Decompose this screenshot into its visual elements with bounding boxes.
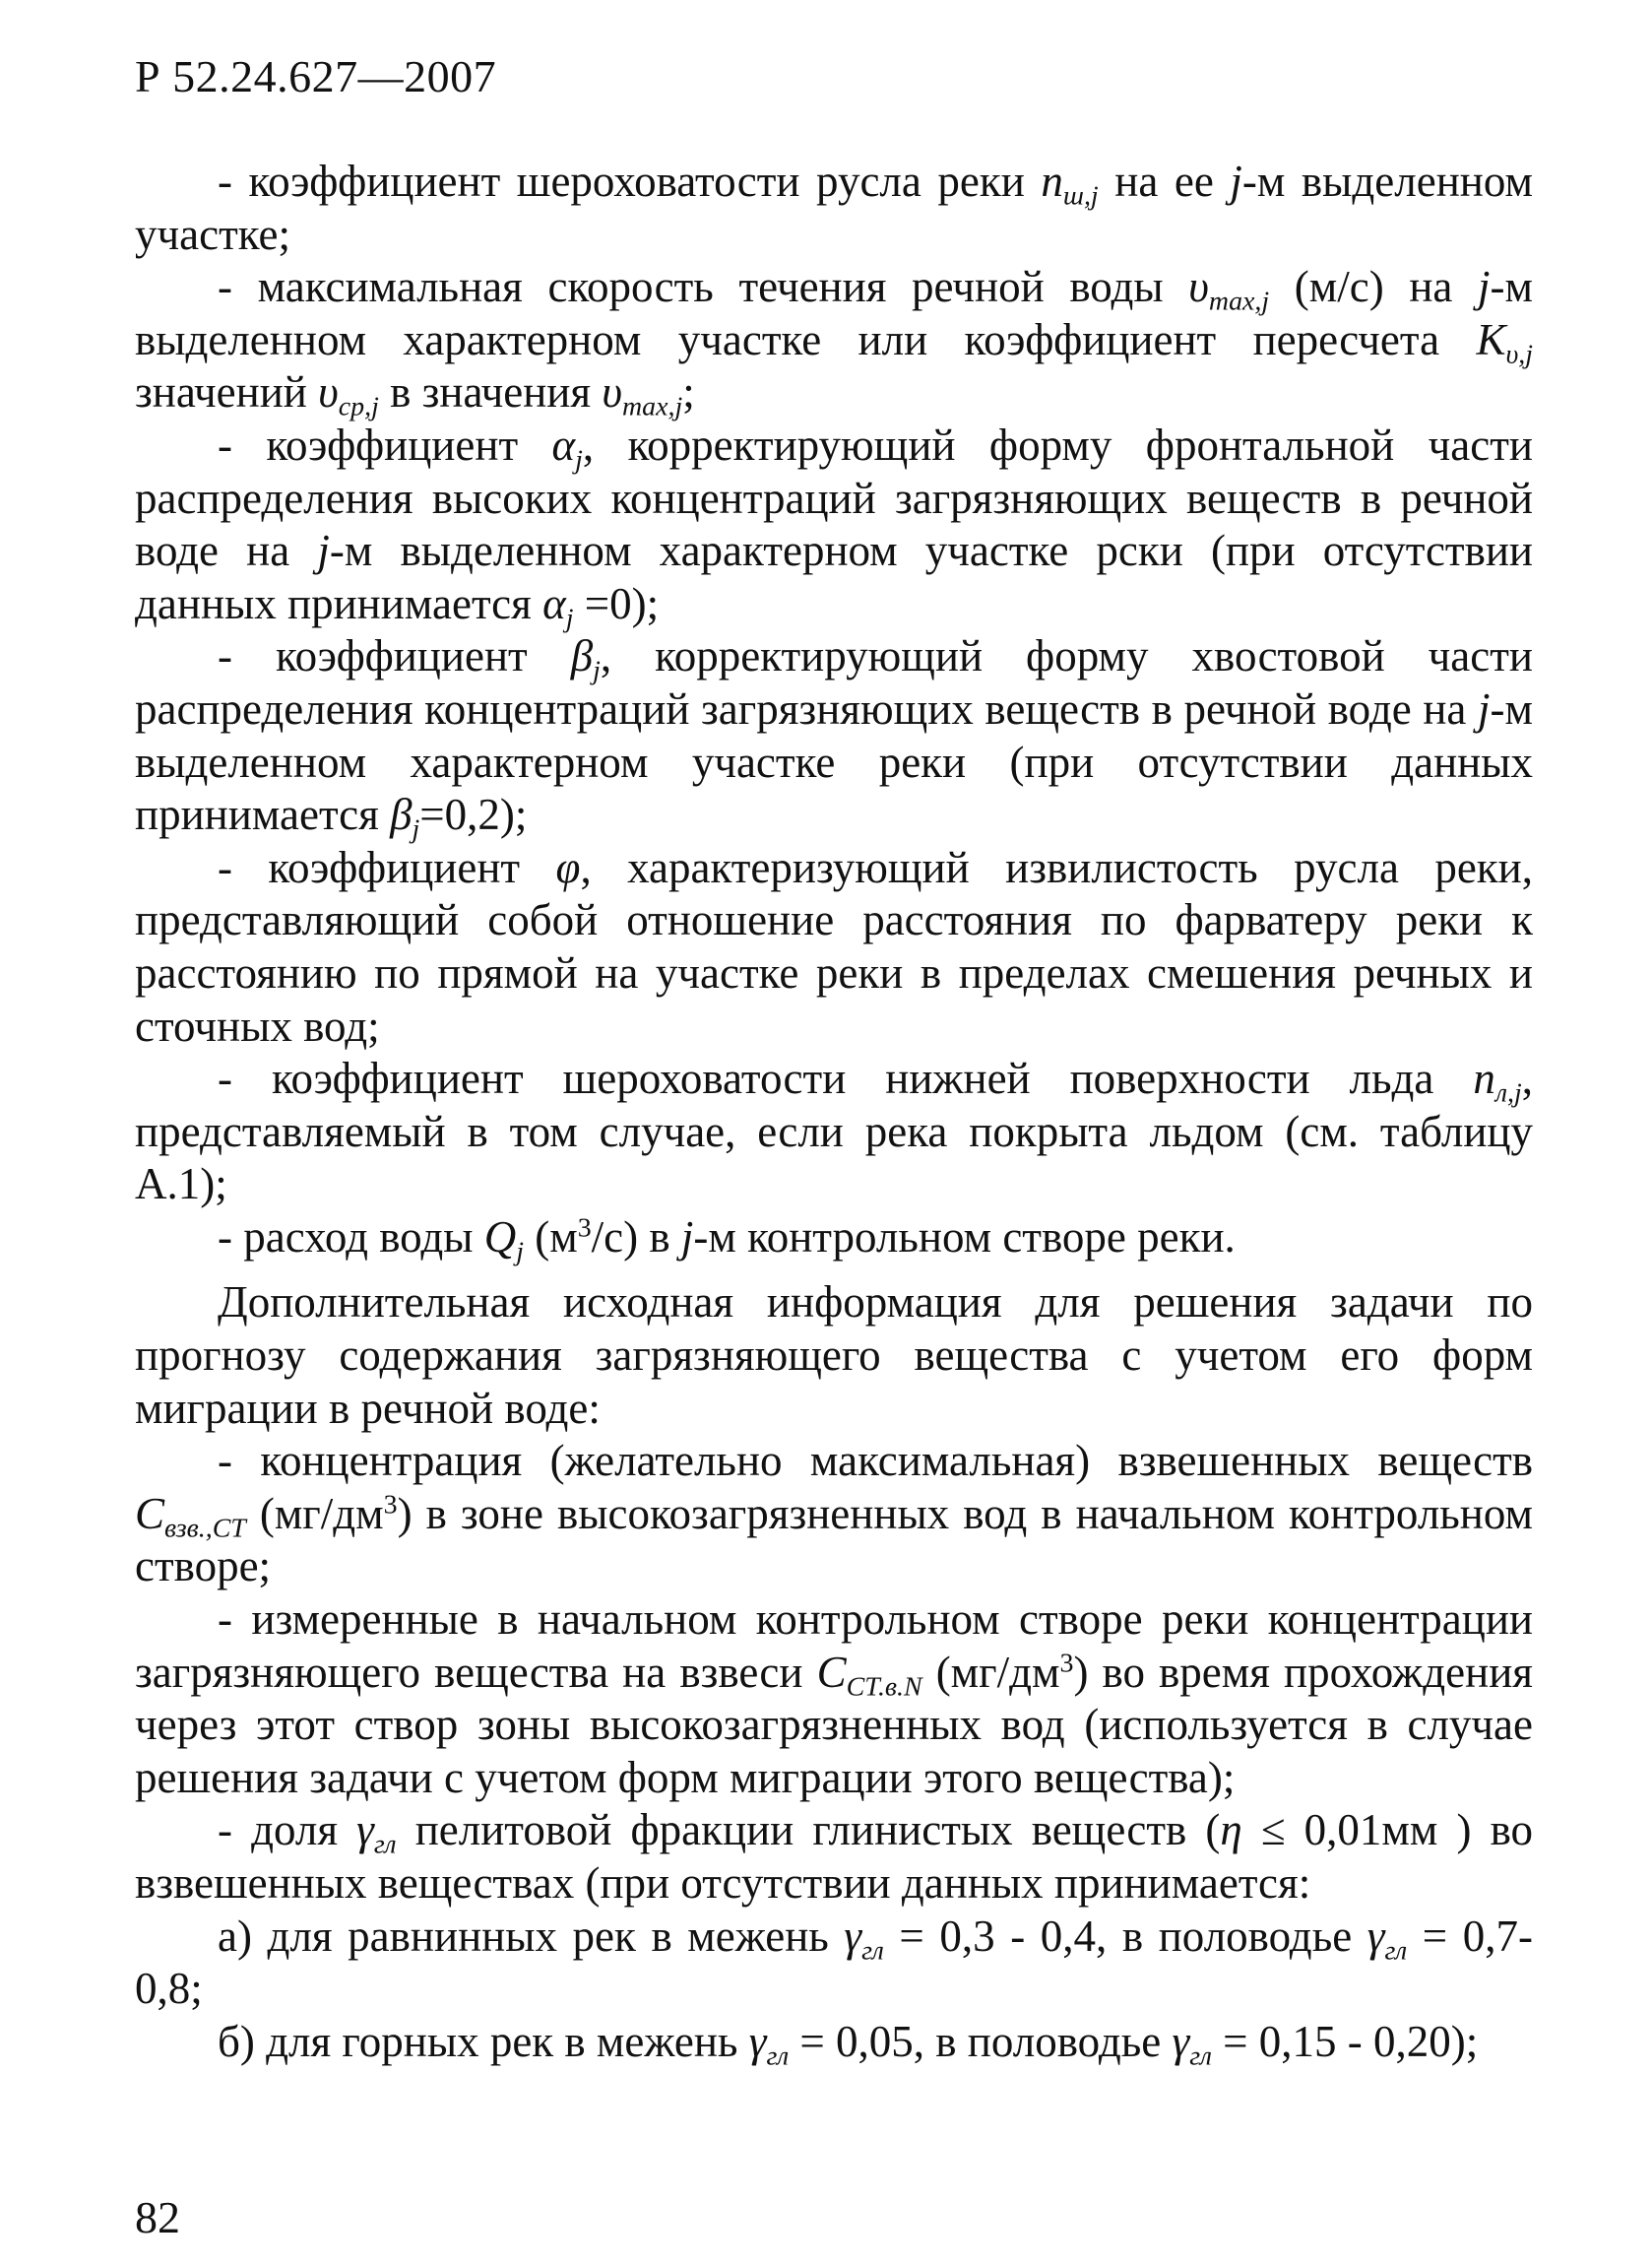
document-code-header: Р 52.24.627—2007 [135, 51, 497, 101]
math-subscript: max,j [1208, 286, 1270, 317]
text-run: - расход воды [218, 1211, 484, 1262]
paragraph-alpha-coefficient [135, 420, 1533, 634]
math-symbol: γ [844, 1911, 862, 1961]
math-subscript: ш,j [1062, 180, 1099, 212]
text-run: =0,2); [419, 790, 528, 840]
math-symbol: υ [1188, 262, 1209, 312]
text-run: = 0,3 - 0,4, в половодье [883, 1911, 1367, 1961]
math-superscript: 3 [383, 1489, 398, 1521]
text-run: - коэффициент шероховатости нижней поверхности льда [218, 1054, 1474, 1104]
math-symbol: j [1478, 683, 1491, 734]
math-symbol: j [317, 526, 330, 576]
text-run: , корректирующий форму фронтальной части распределения высоких концентраций загрязняющих веществ в речной воде на [135, 420, 1533, 576]
text-run: , корректирующий форму хвостовой части распределения концентраций загрязняющих веществ в речной воде на [135, 631, 1533, 734]
math-symbol: γ [1172, 2016, 1190, 2066]
math-subscript: гл [1384, 1934, 1408, 1966]
paragraph-sinuosity-coefficient [135, 842, 1533, 1053]
text-run: ) в зоне высокозагрязненных вод в начальном контрольном створе; [135, 1488, 1534, 1591]
text-run: - доля [218, 1805, 357, 1855]
math-symbol: C [135, 1488, 165, 1538]
text-run: значений [135, 367, 319, 418]
text-run: - коэффициент [218, 842, 556, 892]
text-run: = 0,05, в половодье [789, 2016, 1173, 2066]
math-symbol: j [1478, 262, 1491, 312]
text-run: пелитовой фракции глинистых веществ ( [396, 1805, 1221, 1855]
math-subscript: j [516, 1236, 524, 1267]
text-run: -м выделенном характерном участке рски (при отсутствии данных принимается [135, 526, 1533, 628]
math-symbol: γ [748, 2016, 767, 2066]
text-run: - измеренные в начальном контрольном створе реки концентрации загрязняющего вещества на взвеси [135, 1594, 1533, 1697]
paragraph-suspended-matter-concentration [135, 1435, 1533, 1593]
math-symbol: η [1220, 1805, 1242, 1855]
text-run: =0); [573, 578, 660, 628]
math-symbol: j [680, 1211, 694, 1262]
text-run: = 0,7-0,8; [135, 1911, 1534, 2014]
math-subscript: j [593, 655, 601, 686]
text-run: -м выделенном участке; [135, 157, 1533, 259]
text-run: (м/с) на [1269, 262, 1479, 312]
text-run: ≤ 0,01мм ) во взвешенных веществах (при отсутствии данных принимается: [135, 1805, 1534, 1908]
text-run: - коэффициент [218, 420, 552, 470]
math-symbol: γ [1366, 1911, 1385, 1961]
document-body [135, 156, 1534, 2072]
math-superscript: 3 [1059, 1648, 1074, 1679]
math-subscript: гл [1189, 2040, 1212, 2072]
paragraph-max-flow-velocity [135, 261, 1533, 420]
math-symbol: υ [602, 367, 622, 418]
text-run: Дополнительная исходная информация для решения задачи по прогнозу содержания загрязняющего вещества с учетом его форм миграции в речной воде: [135, 1277, 1533, 1433]
text-run: /с) в [591, 1211, 681, 1262]
text-run: - максимальная скорость течения речной воды [218, 262, 1189, 312]
math-symbol: j [1230, 157, 1242, 206]
math-superscript: 3 [577, 1212, 592, 1244]
text-run: -м контрольном створе реки. [693, 1211, 1236, 1262]
math-symbol: Q [483, 1211, 517, 1262]
math-subscript: υ,j [1505, 339, 1533, 370]
math-symbol: n [1473, 1054, 1495, 1104]
math-subscript: л,j [1494, 1077, 1522, 1109]
text-run: на ее [1098, 157, 1231, 206]
text-run: в значения [378, 367, 603, 418]
text-run: , представляемый в том случае, если река покрыта льдом (см. таблицу А.1); [135, 1054, 1533, 1209]
math-subscript: j [575, 444, 583, 476]
text-run: (мг/дм [921, 1647, 1060, 1697]
text-run: - концентрация (желательно максимальная) взвешенных веществ [218, 1436, 1533, 1486]
text-run: , характеризующий извилистость русла реки, представляющий собой отношение расстояния по фарватеру реки к расстоянию по прямой на участке реки в пределах смешения речных и сточных вод; [135, 842, 1534, 1051]
paragraph-mountain-rivers [135, 2016, 1533, 2072]
math-symbol: β [390, 790, 413, 840]
math-symbol: α [551, 420, 576, 470]
text-run: ; [682, 367, 695, 418]
text-run: (мг/дм [245, 1488, 384, 1538]
text-run: = 0,15 - 0,20); [1211, 2016, 1479, 2066]
text-run: ) во время прохождения через этот створ зоны высокозагрязненных вод (используется в случае решения задачи с учетом форм миграции этого вещества); [135, 1647, 1533, 1802]
math-subscript: max,j [622, 391, 683, 422]
math-symbol: n [1041, 157, 1063, 206]
math-symbol: C [816, 1647, 847, 1697]
text-run: а) для равнинных рек в межень [218, 1911, 845, 1961]
text-run: б) для горных рек в межень [218, 2016, 749, 2066]
math-subscript: гл [373, 1829, 397, 1860]
math-symbol: γ [356, 1805, 374, 1855]
math-symbol: φ [555, 842, 581, 892]
paragraph-ice-roughness [135, 1053, 1533, 1211]
text-run: -м выделенном характерном участке или коэффициент пересчета [135, 262, 1533, 364]
math-subscript: гл [861, 1934, 884, 1966]
math-subscript: j [565, 603, 574, 634]
paragraph-measured-concentrations [135, 1593, 1533, 1804]
math-subscript: взв.,СТ [164, 1513, 246, 1544]
math-subscript: гл [766, 2040, 790, 2072]
text-run: - коэффициент шероховатости русла реки [218, 157, 1042, 206]
math-subscript: j [412, 813, 420, 845]
paragraph-beta-coefficient [135, 630, 1533, 845]
math-subscript: cp,j [338, 391, 379, 422]
math-symbol: β [570, 631, 594, 681]
math-symbol: α [542, 578, 566, 628]
paragraph-water-discharge [135, 1211, 1533, 1267]
math-symbol: K [1476, 314, 1506, 364]
page-number: 82 [135, 2192, 180, 2242]
math-subscript: СТ.в.N [846, 1670, 922, 1702]
paragraph-additional-info [135, 1276, 1533, 1435]
text-run: -м выделенном характерном участке реки (при отсутствии данных принимается [135, 683, 1533, 840]
math-symbol: υ [318, 367, 339, 418]
paragraph-river-bed-roughness [135, 156, 1533, 261]
text-run: - коэффициент [218, 631, 571, 681]
paragraph-plain-rivers [135, 1911, 1533, 2016]
paragraph-pelitic-fraction [135, 1804, 1533, 1910]
text-run: (м [524, 1211, 578, 1262]
